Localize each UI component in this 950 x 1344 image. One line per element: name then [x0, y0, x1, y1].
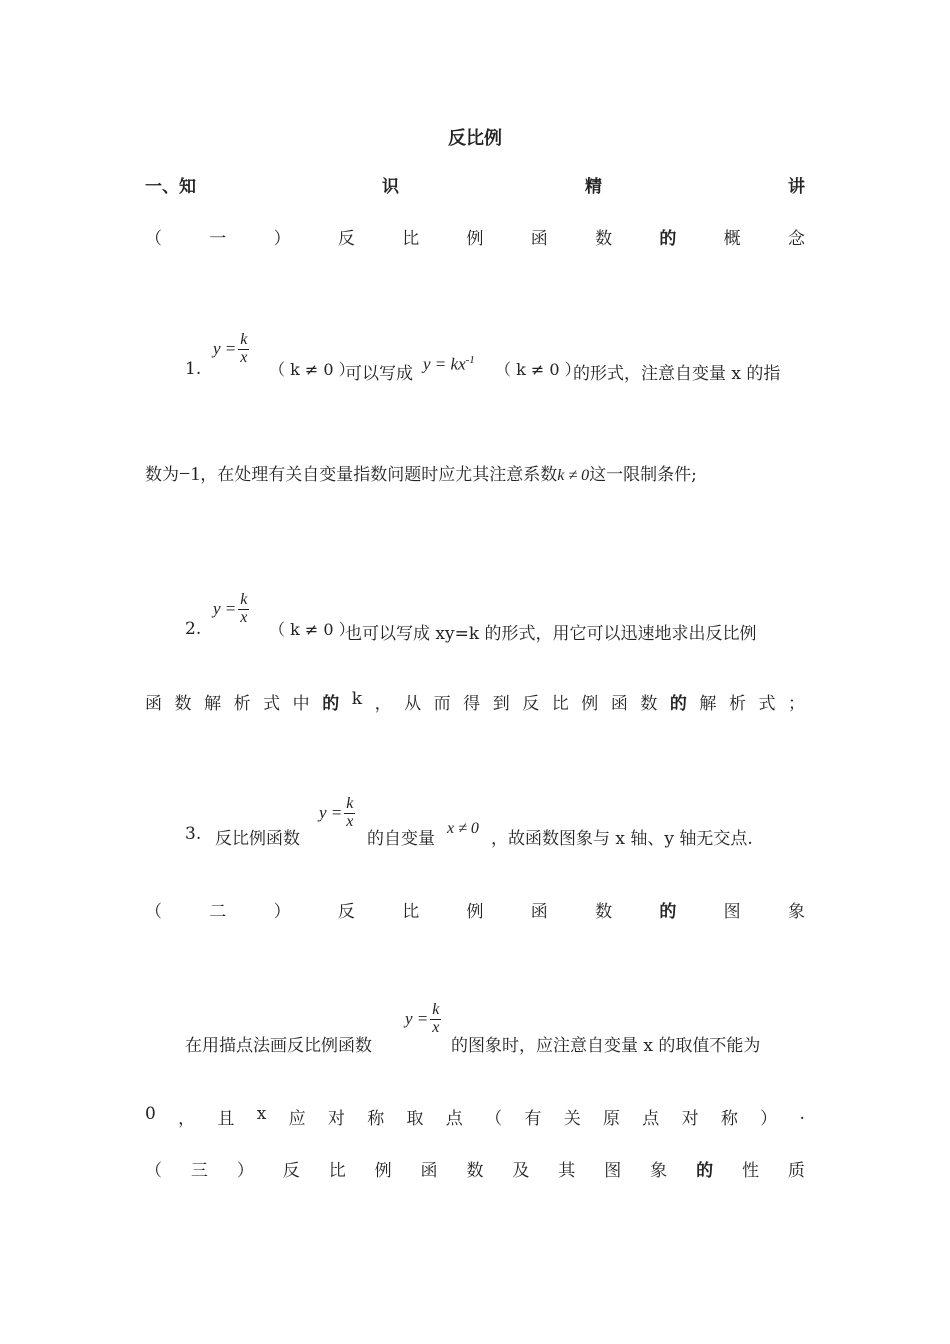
- text-span: 反: [522, 694, 540, 714]
- text-span: .: [799, 1104, 805, 1124]
- text-span: （ k ≠ 0 ）: [269, 620, 355, 639]
- text-span: 其: [558, 1161, 576, 1181]
- text-span: 的: [322, 694, 340, 714]
- text-span: 析: [728, 694, 746, 714]
- text-span: y =: [213, 599, 237, 619]
- text-span: 在用描点法画反比例函数: [185, 1036, 372, 1056]
- text-span: 取: [406, 1109, 424, 1129]
- text-span: 3.: [185, 824, 202, 844]
- text-span: 二: [209, 902, 227, 922]
- graph-paragraph-line-1: [185, 1002, 805, 1062]
- text-span: 式: [263, 694, 281, 714]
- text-span: 象: [787, 902, 805, 922]
- text-span: ，: [178, 1109, 196, 1129]
- condition-k-nonzero: （ k ≠ 0 ）: [269, 360, 355, 379]
- text-span: 的自变量: [367, 829, 435, 849]
- formula-y-equals-k-over-x: [405, 1002, 443, 1037]
- subheading-concept: [145, 224, 805, 249]
- text-span: 数: [595, 902, 613, 922]
- text-span: ；: [788, 694, 805, 714]
- text-span: 的图象时，应注意自变量 x 的取值不能为: [451, 1036, 761, 1056]
- text-span: 图: [604, 1161, 622, 1181]
- text-span: 的形式，注意自变量 x 的指: [573, 364, 781, 384]
- text-span: -1: [465, 354, 475, 366]
- text-span: 精: [585, 177, 602, 197]
- item-1-line-2: [145, 460, 805, 486]
- text-span: ，在处理有关自变量指数问题时应尤其注意系数: [200, 465, 558, 485]
- text-span: 例: [581, 694, 599, 714]
- text-span: 性: [741, 1161, 759, 1181]
- text-span: 称: [367, 1109, 385, 1129]
- text-span: y =: [213, 339, 237, 359]
- text-span: 讲: [788, 177, 805, 197]
- text-span: ，故函数图象与 x 轴、y 轴无交点.: [491, 829, 753, 849]
- text-span: 一: [209, 229, 227, 249]
- text-span: 关: [563, 1109, 581, 1129]
- text-span: 反: [337, 229, 355, 249]
- text-span: 1.: [185, 359, 202, 379]
- text-span: 象: [650, 1161, 668, 1181]
- text-span: ）: [273, 229, 291, 249]
- text-span: y =: [405, 1009, 429, 1029]
- text-span: 有: [524, 1109, 542, 1129]
- text-span: 比: [551, 694, 569, 714]
- text-span: 得: [463, 694, 481, 714]
- text-span: 数: [595, 229, 613, 249]
- text-span: （: [485, 1109, 503, 1129]
- text-span: −1: [179, 463, 201, 485]
- text-span: 识: [382, 177, 399, 197]
- text-span: 中: [292, 694, 310, 714]
- text-span: x: [240, 348, 248, 366]
- item-2-line-1: [185, 592, 805, 652]
- item-3-line: [185, 796, 805, 856]
- subheading-properties: [145, 1156, 805, 1181]
- text-span: 点: [445, 1109, 463, 1129]
- page-title: 反比例: [448, 128, 502, 149]
- graph-paragraph-line-2: [145, 1104, 805, 1129]
- text-span: ）: [760, 1109, 778, 1129]
- text-span: 析: [233, 694, 251, 714]
- text-span: 例: [466, 902, 484, 922]
- text-span: 反: [282, 1161, 300, 1181]
- text-span: 函: [420, 1161, 438, 1181]
- text-span: 原: [602, 1109, 620, 1129]
- text-span: 例: [374, 1161, 392, 1181]
- text-span: 反比例函数: [215, 829, 300, 849]
- section-heading-knowledge: [145, 172, 805, 197]
- text-span: x: [346, 812, 354, 830]
- text-span: 到: [492, 694, 510, 714]
- text-span: 0: [145, 1104, 156, 1124]
- text-span: 函: [530, 902, 548, 922]
- text-span: （: [145, 1161, 162, 1181]
- text-span: （ k ≠ 0 ）: [495, 360, 581, 379]
- text-span: 比: [328, 1161, 346, 1181]
- text-span: x: [432, 1018, 440, 1036]
- text-span: 数: [466, 1161, 484, 1181]
- text-span: 点: [642, 1109, 660, 1129]
- formula-y-equals-k-over-x: [319, 796, 357, 831]
- text-span: 对: [327, 1109, 345, 1129]
- formula-y-equals-k-over-x: [213, 592, 251, 627]
- text-span: x ≠ 0: [447, 820, 479, 837]
- text-span: 比: [402, 229, 420, 249]
- text-span: 概: [723, 229, 741, 249]
- text-span: 可以写成: [345, 364, 413, 384]
- text-span: y =: [319, 803, 343, 823]
- text-span: 应: [288, 1109, 306, 1129]
- text-span: 数为: [145, 465, 179, 485]
- text-span: 函: [530, 229, 548, 249]
- text-span: x: [240, 608, 248, 626]
- text-span: 的: [659, 229, 677, 249]
- text-span: ）: [236, 1161, 254, 1181]
- text-span: 解: [699, 694, 717, 714]
- text-span: 数: [174, 694, 192, 714]
- text-span: 称: [720, 1109, 738, 1129]
- text-span: 的: [659, 902, 677, 922]
- text-span: k: [432, 1001, 440, 1018]
- text-span: 这一限制条件;: [589, 465, 697, 485]
- text-span: 质: [787, 1161, 805, 1181]
- text-span: 反: [337, 902, 355, 922]
- text-span: 比: [402, 902, 420, 922]
- text-span: 而: [433, 694, 451, 714]
- text-span: x: [256, 1104, 267, 1124]
- text-span: y = kx: [423, 354, 466, 374]
- text-span: k: [240, 331, 248, 348]
- text-span: 且: [217, 1109, 235, 1129]
- text-span: ，: [374, 694, 392, 714]
- text-span: 对: [681, 1109, 699, 1129]
- text-span: 一、知: [145, 177, 196, 197]
- text-span: 也可以写成 xy=k 的形式，用它可以迅速地求出反比例: [345, 624, 757, 644]
- text-span: 念: [787, 229, 805, 249]
- text-span: 图: [723, 902, 741, 922]
- text-span: 2.: [185, 619, 202, 639]
- text-span: 函: [610, 694, 628, 714]
- formula-y-equals-k-over-x: [213, 332, 251, 367]
- text-span: k ≠ 0: [557, 467, 590, 484]
- text-span: （: [145, 902, 162, 922]
- item-1-line-1: [185, 332, 805, 392]
- text-span: ）: [273, 902, 291, 922]
- text-span: 例: [466, 229, 484, 249]
- text-span: 从: [404, 694, 422, 714]
- text-span: 数: [640, 694, 658, 714]
- text-span: k: [346, 795, 354, 812]
- text-span: 解: [204, 694, 222, 714]
- text-span: 的: [696, 1161, 714, 1181]
- item-2-line-2: [145, 689, 805, 714]
- subheading-graph: [145, 897, 805, 922]
- text-span: （: [145, 229, 162, 249]
- formula-y-equals-kx-inverse: [423, 354, 475, 375]
- text-span: k: [240, 591, 248, 608]
- text-span: 的: [669, 694, 687, 714]
- text-span: k: [351, 689, 363, 709]
- text-span: 三: [190, 1161, 208, 1181]
- text-span: 式: [758, 694, 776, 714]
- text-span: 函: [145, 694, 162, 714]
- text-span: 及: [512, 1161, 530, 1181]
